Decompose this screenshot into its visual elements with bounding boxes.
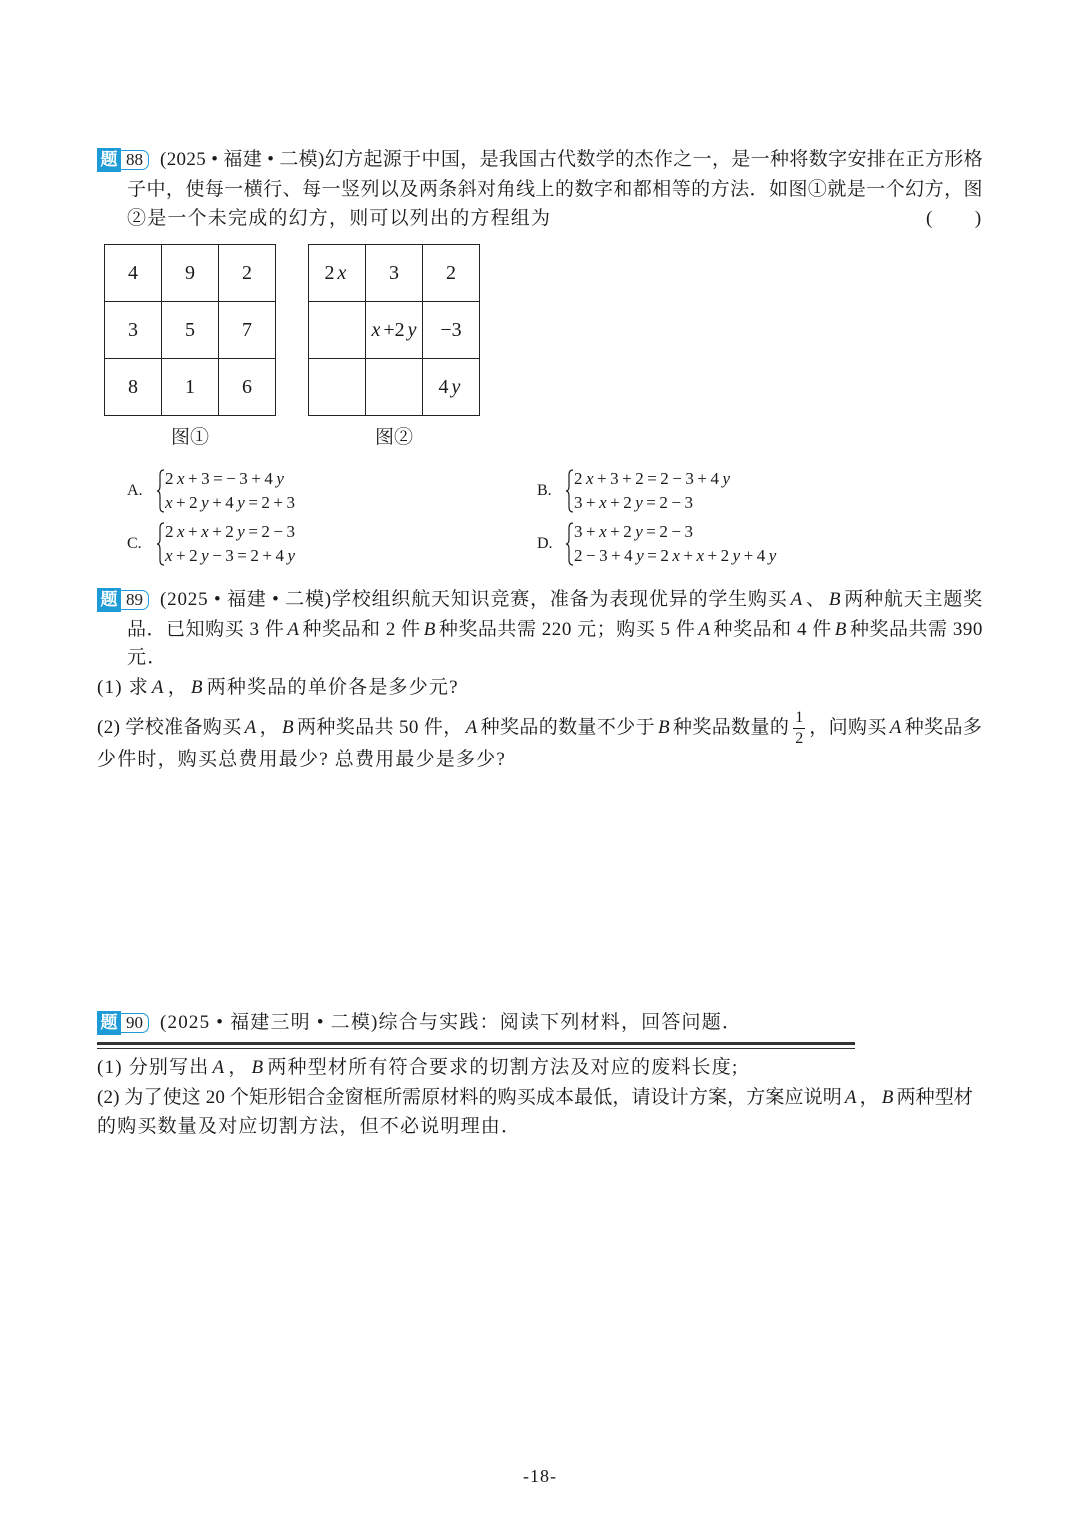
math-variable: y <box>237 493 249 512</box>
magic-square-row <box>309 359 480 416</box>
left-brace-icon <box>565 522 574 566</box>
question-number: 90 <box>121 1013 149 1033</box>
q88-stem-line-3 <box>127 207 551 231</box>
text-run: 3+ <box>574 493 600 512</box>
math-variable: x <box>586 469 598 488</box>
math-variable: B <box>881 1087 894 1108</box>
text-run: 1 <box>185 375 195 398</box>
text-run: 9 <box>185 261 195 284</box>
question-badge-label: 题 <box>97 1011 121 1035</box>
text-run: ，问购买 <box>809 716 887 738</box>
text-run: 2 <box>324 261 335 284</box>
text-run: 2−3+4 <box>574 546 637 565</box>
text-run: +3=−3+4 <box>188 469 277 488</box>
option-c-label: C. <box>127 535 142 552</box>
magic-square-cell <box>162 302 219 359</box>
q90-part-2-line-1 <box>97 1086 973 1110</box>
text-run: (2) 学校准备购买 <box>97 716 242 738</box>
math-variable: A <box>790 589 804 610</box>
text-run: + <box>683 546 697 565</box>
text-run: (2025 • 福建三明 • 二模)综合与实践：阅读下列材料，回答问题． <box>160 1012 743 1033</box>
text-run: +4 <box>743 546 769 565</box>
math-variable: x <box>177 522 189 541</box>
math-variable: y <box>768 546 780 565</box>
figure-2-caption: 图② <box>374 427 413 448</box>
math-variable: x <box>201 522 213 541</box>
magic-square-cell <box>105 302 162 359</box>
text-run: ， <box>228 1057 249 1078</box>
q90-part-1 <box>97 1056 738 1080</box>
magic-square-cell <box>423 302 480 359</box>
q90-stem-line-1 <box>160 1011 742 1035</box>
math-variable: A <box>212 1057 226 1078</box>
text-run: ， <box>167 677 188 698</box>
text-run: +3+2=2−3+4 <box>597 469 723 488</box>
magic-square-row <box>105 302 276 359</box>
magic-square-cell <box>366 302 423 359</box>
math-variable: y <box>237 522 249 541</box>
q88-stem-line-2 <box>127 178 983 202</box>
text-run: (2025 • 福建 • 二模)幻方起源于中国，是我国古代数学的杰作之一，是一种将数字安排在正方形格 <box>160 149 983 170</box>
math-variable: B <box>423 619 436 640</box>
text-run: 2 <box>165 469 177 488</box>
text-run: 子中，使每一横行、每一竖列以及两条斜对角线上的数字和都相等的方法．如图①就是一个幻方，图 <box>127 179 983 200</box>
q89-part-2-line-1 <box>97 710 982 747</box>
magic-square-cell <box>366 245 423 302</box>
material-divider-rule <box>97 1042 855 1049</box>
magic-square-row <box>309 245 480 302</box>
answer-bracket: ( ) <box>926 208 984 229</box>
text-run: ， <box>859 1087 879 1108</box>
text-run: +2 <box>383 318 405 341</box>
text-run: +2 <box>212 522 238 541</box>
magic-square-cell <box>162 245 219 302</box>
option-d-equation-1 <box>574 521 696 543</box>
text-run: 少件时，购买总费用最少? 总费用最少是多少? <box>97 749 507 770</box>
text-run: ②是一个未完成的幻方，则可以列出的方程组为 <box>127 208 552 229</box>
option-c-equation-2 <box>165 545 299 567</box>
text-run: 的购买数量及对应切割方法，但不必说明理由． <box>97 1116 522 1137</box>
q89-part-2-line-2 <box>97 748 506 772</box>
text-run: (1) 分别写出 <box>97 1057 210 1078</box>
math-variable: B <box>834 619 847 640</box>
math-variable: B <box>828 589 842 610</box>
text-run: +2 <box>176 546 202 565</box>
math-variable: y <box>287 546 299 565</box>
math-variable: A <box>465 716 478 738</box>
magic-square-cell <box>309 359 366 416</box>
math-variable: x <box>371 318 381 341</box>
text-run: 两种奖品共 50 件， <box>297 716 463 738</box>
question-badge-89 <box>97 588 149 612</box>
q89-stem-line-2 <box>127 618 983 642</box>
text-run: +2 <box>610 522 636 541</box>
option-a-equation-2 <box>165 492 299 514</box>
text-run: 、 <box>806 589 826 610</box>
option-b-label: B. <box>537 482 552 499</box>
math-variable: y <box>201 493 213 512</box>
math-variable: x <box>672 546 684 565</box>
math-variable: y <box>407 318 417 341</box>
magic-square-cell <box>366 359 423 416</box>
text-run: +2 <box>176 493 202 512</box>
math-variable: y <box>276 469 288 488</box>
math-variable: B <box>282 716 294 738</box>
text-run: 3 <box>128 318 138 341</box>
question-number: 88 <box>121 150 149 170</box>
question-badge-88 <box>97 148 149 172</box>
text-run: +2 <box>707 546 733 565</box>
magic-square-cell <box>219 302 276 359</box>
math-variable: y <box>201 546 213 565</box>
math-variable: y <box>451 375 461 398</box>
question-number: 89 <box>121 590 149 610</box>
q88-stem-line-1 <box>160 148 983 172</box>
text-run: 种奖品和 4 件 <box>713 619 832 640</box>
magic-square-row <box>105 359 276 416</box>
math-variable: B <box>657 716 670 738</box>
magic-square-cell <box>423 245 480 302</box>
math-variable: y <box>635 522 647 541</box>
math-variable: A <box>889 716 902 738</box>
option-d-label: D. <box>537 535 553 552</box>
text-run: 2 <box>446 261 456 284</box>
magic-square-cell <box>162 359 219 416</box>
text-run: 3+ <box>574 522 600 541</box>
text-run: −3 <box>440 318 462 341</box>
text-run: 元． <box>127 647 168 668</box>
q89-stem-line-3 <box>127 646 167 670</box>
magic-square-row <box>105 245 276 302</box>
math-variable: x <box>165 493 177 512</box>
magic-square-cell <box>105 245 162 302</box>
option-c-equation-1 <box>165 521 299 543</box>
left-brace-icon <box>156 469 165 513</box>
text-run: 3 <box>389 261 399 284</box>
math-variable: B <box>251 1057 265 1078</box>
text-run: +2 <box>610 493 636 512</box>
math-variable: x <box>165 546 177 565</box>
text-run: 5 <box>185 318 195 341</box>
fraction <box>793 710 805 747</box>
text-run: 7 <box>242 318 252 341</box>
text-run: (1) 求 <box>97 677 149 698</box>
left-brace-icon <box>565 469 574 513</box>
q89-part-1 <box>97 676 459 700</box>
option-d-equation-2 <box>574 545 780 567</box>
text-run: 种奖品数量的 <box>672 716 790 738</box>
text-run: =2−3 <box>646 522 697 541</box>
text-run: 4 <box>128 261 138 284</box>
math-variable: y <box>636 546 648 565</box>
text-run: 种奖品和 2 件 <box>302 619 421 640</box>
text-run: =2+3 <box>248 493 299 512</box>
question-badge-label: 题 <box>97 588 121 612</box>
text-run: 2 <box>574 469 586 488</box>
math-variable: x <box>177 469 189 488</box>
text-run: 两种奖品的单价各是多少元? <box>206 677 459 698</box>
text-run: 种奖品共需 390 <box>849 619 983 640</box>
math-variable: A <box>287 619 300 640</box>
math-variable: A <box>698 619 711 640</box>
fraction-denominator: 2 <box>795 730 804 747</box>
option-a-label: A. <box>127 482 143 499</box>
text-run: 2 <box>165 522 177 541</box>
text-run: 品．已知购买 3 件 <box>127 619 285 640</box>
text-run: −3=2+4 <box>212 546 288 565</box>
math-variable: A <box>844 1087 857 1108</box>
magic-square-cell <box>309 245 366 302</box>
left-brace-icon <box>156 522 165 566</box>
text-run: (2025 • 福建 • 二模)学校组织航天知识竞赛，准备为表现优异的学生购买 <box>160 589 788 610</box>
text-run: 种奖品多 <box>904 716 983 738</box>
q89-stem-line-1 <box>160 588 983 612</box>
text-run: 两种航天主题奖 <box>844 589 983 610</box>
math-variable: y <box>722 469 734 488</box>
magic-square-figure-2 <box>308 244 480 416</box>
text-run: =2−3 <box>646 493 697 512</box>
math-variable: A <box>244 716 257 738</box>
option-a-equation-1 <box>165 468 287 490</box>
math-variable: y <box>732 546 744 565</box>
fraction-numerator: 1 <box>793 710 805 729</box>
figure-1-caption: 图① <box>170 427 209 448</box>
q90-part-2-line-2 <box>97 1115 521 1139</box>
text-run: (2) 为了使这 20 个矩形铝合金窗框所需原材料的购买成本最低，请设计方案，方案应说明 <box>97 1087 842 1108</box>
magic-square-figure-1 <box>104 244 276 416</box>
text-run: 种奖品共需 220 元；购买 5 件 <box>438 619 696 640</box>
text-run: =2−3 <box>248 522 299 541</box>
math-variable: A <box>151 677 165 698</box>
question-badge-label: 题 <box>97 148 121 172</box>
question-badge-90 <box>97 1011 149 1035</box>
magic-square-cell <box>219 245 276 302</box>
text-run: 种奖品的数量不少于 <box>480 716 655 738</box>
text-run: =2 <box>647 546 673 565</box>
magic-square-cell <box>423 359 480 416</box>
text-run: 2 <box>242 261 252 284</box>
text-run: 8 <box>128 375 138 398</box>
math-variable: y <box>635 493 647 512</box>
text-run: 6 <box>242 375 252 398</box>
magic-square-row <box>309 302 480 359</box>
math-variable: x <box>599 522 611 541</box>
math-variable: x <box>337 261 347 284</box>
text-run: 4 <box>438 375 449 398</box>
math-variable: B <box>190 677 204 698</box>
magic-square-cell <box>219 359 276 416</box>
math-variable: x <box>696 546 708 565</box>
text-run: +4 <box>212 493 238 512</box>
option-b-equation-2 <box>574 492 696 514</box>
page-number: -18- <box>523 1466 557 1486</box>
text-run: + <box>188 522 202 541</box>
text-run: 两种型材所有符合要求的切割方法及对应的废料长度; <box>267 1057 739 1078</box>
text-run: ， <box>259 716 280 738</box>
magic-square-cell <box>105 359 162 416</box>
math-variable: x <box>599 493 611 512</box>
magic-square-cell <box>309 302 366 359</box>
text-run: 两种型材 <box>896 1087 973 1108</box>
option-b-equation-1 <box>574 468 734 490</box>
